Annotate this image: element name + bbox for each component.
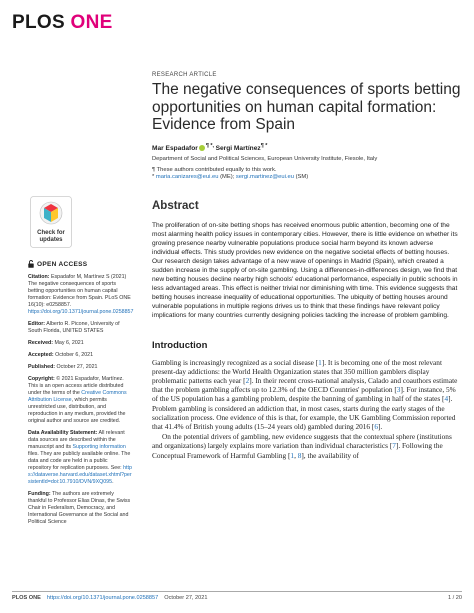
received-block: Received: May 6, 2021 [28,340,84,346]
email-link[interactable]: maria.canizares@eui.eu [155,174,219,181]
footer-date: October 27, 2021 [164,595,208,601]
reference-link[interactable]: 1 [290,450,295,460]
reference-link[interactable]: 2 [245,375,250,385]
orcid-icon[interactable] [199,145,205,151]
author-notes [152,167,462,182]
page-footer [12,591,462,601]
affiliation: Department of Social and Political Sciences, European University Institute, Fiesole, Italy [152,155,378,162]
introduction-heading: Introduction [152,339,208,351]
open-lock-icon [28,260,34,268]
published-block: Published: October 27, 2021 [28,364,98,370]
logo-one: ONE [70,12,113,33]
author-name[interactable]: Mar Espadafor [152,144,198,152]
citation-block: Citation: Espadafor M, Martínez S (2021) The negative consequences of sports betting opportunities on human capital formation: Evidence from Spain. PLoS ONE 16(10): e0258857. https://doi.org/10.1371/journal.pone.0258857 [28,274,134,315]
reference-link[interactable]: 3 [396,385,401,395]
data-availability-block: Data Availability Statement: All relevant data sources are described within the manuscript and its Supporting information files. They are publicly available online. The data and code are held in a public repository for replication purposes. See: https://dataverse.harvard.edu/dataset.xhtml?persistentId=doi:10.7910/DVN/9XQ095. [28,430,132,485]
intro-paragraph: Gambling is increasingly recognized as a social disease [1]. It is becoming one of the most relevant present-day addictions: the World Health Organization states that 350 million gamblers display problematic patterns each year [2]. In their recent cross-national analysis, Calado and coauthors estimate that the problem gambling affects up to 12.3% of the OECD Countries' population [3]. For instance, 5% of the US population has a gambling problem, despite the banning of gambling in half of the states [4]. Problem gambling is considered an addiction that, in most cases, starts during the early stages of the socialization process. One evidence of this is that, for example, the UK Gambling Commission reported that 41.4% of British young adults (15–24 years old) gambled during 2016 [6]. [152,357,458,431]
funding-block: Funding: The authors are extremely thankful to Professor Elias Dinas, the Swiss Chair in Federalism, Democracy, and International Governance at the Social and Political Science [28,491,131,525]
reference-link[interactable]: 1 [318,357,322,367]
logo-plos: PLOS [12,12,65,33]
article-type: RESEARCH ARTICLE [152,72,217,78]
abstract-text: The proliferation of on-site betting shops has received enormous public attention, becoming one of the most alarming health policy issues in contemporary cities. However, there is little evidence on whether its growing presence nearby vulnerable populations produce social harm beyond its known adverse individual effects. This study provides new evidence on the negative societal effects of betting houses. Our research design takes advantage of a new wave of openings in Madrid (Spain), which created a sudden increase in the supply of on-site gambling. Using a differences-in-differences design, we find that new betting houses decline nearby high schools' educational performance, especially in public schools in less advantaged areas. This effect is neither trivial nor diminishing with time. This evidence suggests that betting houses increase inequality of educational opportunities. The ubiquity of betting houses around vulnerable populations in multiple regions drives us to think that these findings have relevant policy implications for many countries currently designing policies tackling the increase of problem gambling. [152,221,458,319]
author-list: Mar Espadafor ¶ *, Sergi Martínez¶ * [152,142,268,152]
footer-doi-link[interactable]: https://doi.org/10.1371/journal.pone.0258857 [46,595,159,601]
copyright-block: Copyright: © 2021 Espadafor, Martínez. This is an open access article distributed under the terms of the Creative Commons Attribution License, which permits unrestricted use, distribution, and reproduction in any medium, provided the original author and source are credited. [28,376,127,424]
citation-doi-link[interactable]: https://doi.org/10.1371/journal.pone.0258857 [28,309,134,315]
introduction-body [152,358,462,460]
reference-link[interactable]: 6 [374,421,378,431]
abstract-heading: Abstract [152,199,199,212]
svg-text:Check for: Check for [37,230,65,236]
article-title: The negative consequences of sports betting opportunities on human capital formation: Evidence from Spain [152,81,461,133]
check-for-updates-badge[interactable] [30,196,72,248]
license-link[interactable]: Creative Commons Attribution License [28,390,127,403]
reference-link[interactable]: 4 [444,394,449,404]
author-name[interactable]: Sergi Martínez [215,144,261,152]
open-access-label: OPEN ACCESS [37,260,88,268]
corresponding-emails: * maria.canizares@eui.eu (ME); sergi.martinez@eui.eu (SM) [152,174,309,181]
intro-paragraph: On the potential drivers of gambling, new evidence suggests that the contextual sphere (institutions and organizations) largely explains more variation than individual characteristics [7]. Following the Conceptual Framework of Harmful Gambling [1, 8], the availability of [152,432,452,460]
footer-journal: PLOS ONE [12,595,41,601]
editor-block: Editor: Alberto R. Picone, University of South Florida, UNITED STATES [28,321,120,334]
supporting-info-link[interactable]: Supporting information [72,444,126,450]
reference-link[interactable]: 7 [392,441,396,451]
left-sidebar [28,196,132,531]
open-access-row [28,260,132,268]
reference-link[interactable]: 8 [297,450,302,460]
crossmark-icon [30,196,72,248]
svg-text:updates: updates [39,237,63,243]
equal-contribution-note: ¶ These authors contributed equally to this work. [152,166,277,173]
main-column [152,72,462,461]
footer-page-number: 1 / 20 [448,595,462,601]
journal-logo [12,12,113,34]
accepted-block: Accepted: October 6, 2021 [28,352,94,358]
email-link[interactable]: sergi.martinez@eui.eu [235,174,294,181]
dataverse-link[interactable]: https://dataverse.harvard.edu/dataset.xhtml?persistentId=doi:10.7910/DVN/9XQ095 [28,465,132,485]
